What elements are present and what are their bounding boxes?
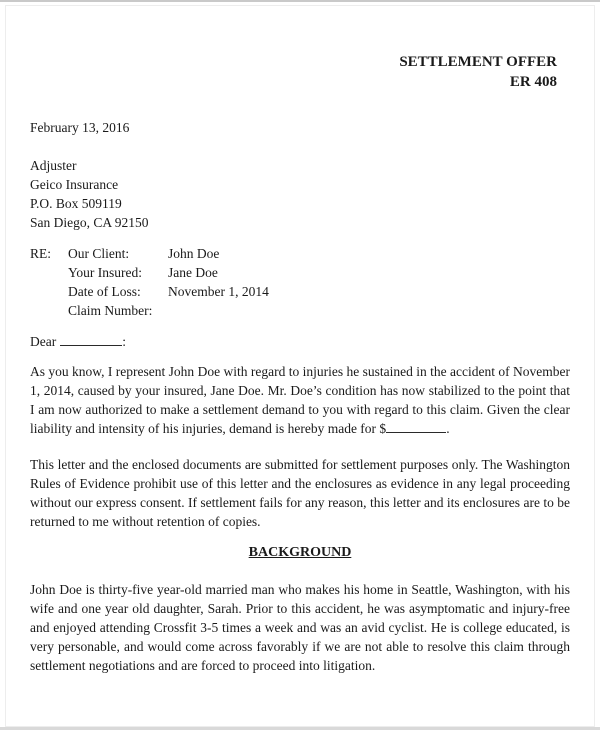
salutation-name-blank [60,332,122,346]
background-heading: BACKGROUND [248,545,352,560]
letter-title: SETTLEMENT OFFER [399,54,557,70]
letter-reference-code: ER 408 [509,74,557,90]
salutation-suffix: : [122,334,126,349]
re-row-claim-number [68,301,570,320]
re-row-label: Date of Loss: [68,284,141,299]
re-row-label: Your Insured: [68,265,143,280]
letter-date: February 13, 2016 [30,120,130,135]
re-row-date-of-loss [68,282,570,301]
recipient-address [30,156,570,232]
paragraph-demand [30,362,570,438]
recipient-line: Geico Insurance [30,177,119,192]
salutation-prefix: Dear [30,334,57,349]
recipient-line: P.O. Box 509119 [30,196,122,211]
re-row-label: Claim Number: [68,303,153,318]
re-block [30,244,570,320]
page-top-edge [0,0,600,2]
salutation [30,332,570,351]
re-row-value: November 1, 2014 [168,284,269,299]
paragraph-demand-period: . [446,421,450,436]
re-row-your-insured [68,263,570,282]
re-row-value: Jane Doe [168,265,218,280]
paragraph-evidence-rules: This letter and the enclosed documents are submitted for settlement purposes only. The Washington Rules of Evidence prohibit use of this letter and the enclosures as evidence in any legal proceeding without our express consent. If settlement fails for any reason, this letter and its enclosures are to be returned to me without retention of copies. [30,457,570,529]
paragraph-background: John Doe is thirty-five year-old married man who makes his home in Seattle, Washington, with his wife and one year old daughter, Sarah. Prior to this accident, he was asymptomatic and injury-free and enjoyed attending Crossfit 3-5 times a week and was an avid cyclist. He is college educated, is very personable, and would come across favorably if we are not able to resolve this claim through settlement negotiations and are forced to proceed into litigation. [30,582,570,673]
letter-content [6,6,594,675]
re-label: RE: [30,246,52,261]
letter-header [30,52,557,92]
re-row-label: Our Client: [68,246,130,261]
re-row-value: John Doe [168,246,220,261]
demand-amount-blank [386,419,446,433]
re-row-our-client [68,244,570,263]
paragraph-demand-text: As you know, I represent John Doe with regard to injuries he sustained in the accident of November 1, 2014, caused by your insured, Jane Doe. Mr. Doe’s condition has now stabilized to the point that I am now authorized to make a settlement demand to you with regard to this claim. Given the clear liability and intensity of his injuries, demand is hereby made for $ [30,364,570,436]
letter-page [5,5,595,727]
recipient-line: Adjuster [30,158,77,173]
recipient-line: San Diego, CA 92150 [30,215,149,230]
re-rows [68,244,570,320]
